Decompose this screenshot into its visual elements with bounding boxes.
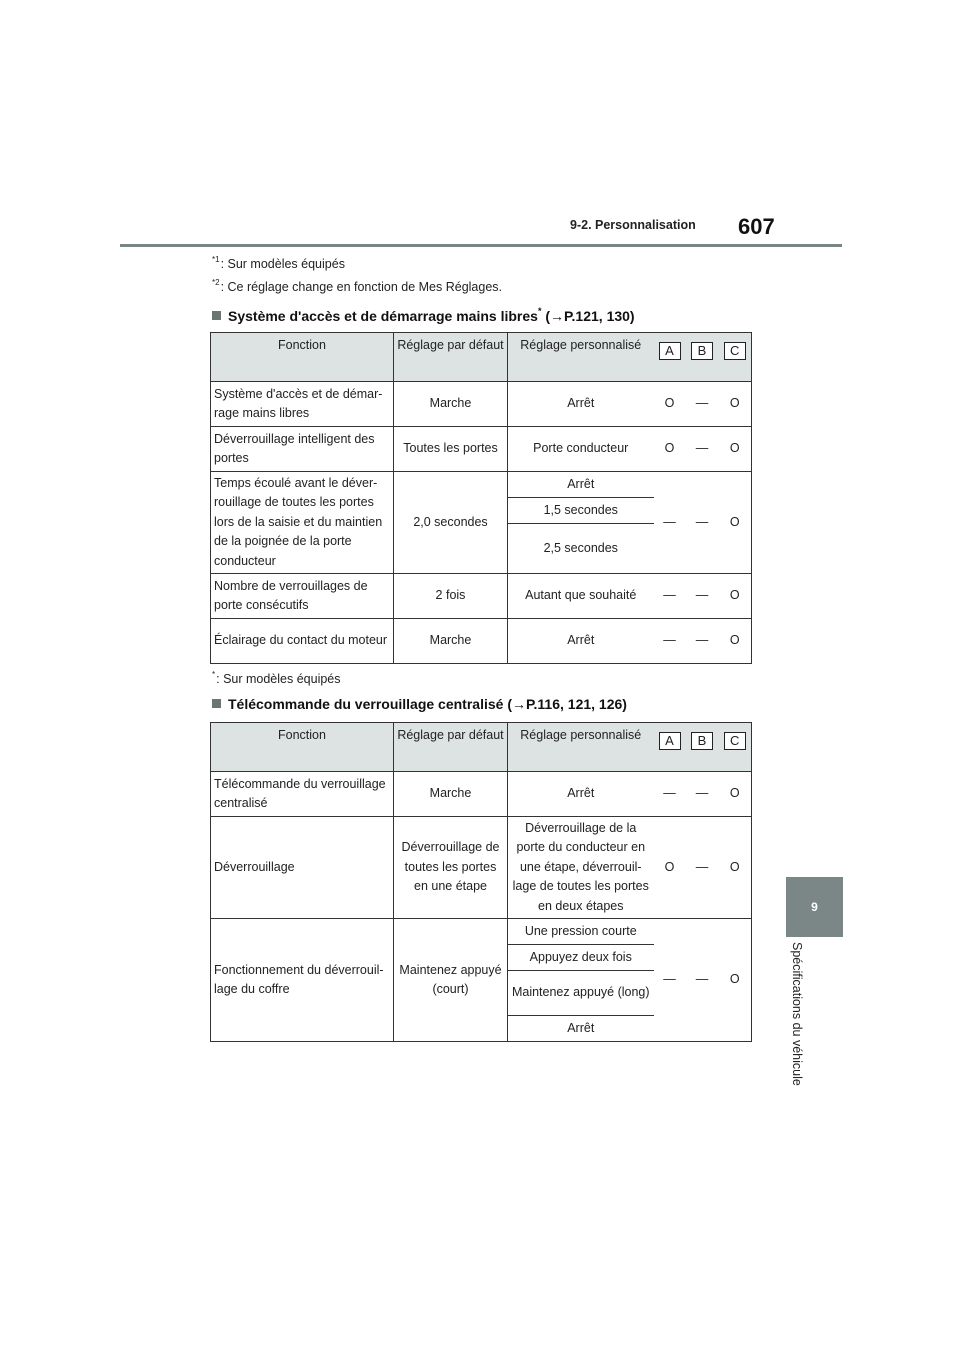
header-rule	[120, 244, 842, 247]
table-row: Éclairage du contact du moteur Marche Arrêt — — O	[211, 619, 752, 664]
remote-settings-table	[210, 722, 752, 1042]
col-custom: Réglage personnalisé	[508, 333, 654, 382]
section-heading-keyless: Système d'accès et de démarrage mains libres* (→P.121, 130)	[212, 306, 635, 324]
square-bullet-icon	[212, 699, 221, 708]
table-row: Déverrouillage Déverrouillage de toutes les portes en une étape Déverrouillage de la porte du conducteur en une étape, déverrouil-lage de toutes les portes en deux étapes O — O	[211, 817, 752, 919]
square-bullet-icon	[212, 311, 221, 320]
letter-b-icon: B	[691, 732, 713, 750]
letter-c-icon: C	[724, 342, 746, 360]
footnote-2: $^{*2}$: Ce réglage change en fonction de Mes Réglages.	[212, 278, 502, 294]
table-row: Temps écoulé avant le déver-rouillage de toutes les portes lors de la saisie et du maintien de la poignée de la porte conducteur 2,0 secondes Arrêt — — O	[211, 472, 752, 498]
col-custom: Réglage personnalisé	[508, 723, 654, 772]
table-subrow: Appuyez deux fois	[211, 945, 752, 971]
chapter-number: 9	[811, 900, 818, 914]
col-default: Réglage par défaut	[394, 333, 508, 382]
page-number: 607	[738, 214, 775, 239]
table-subrow: 2,5 secondes	[211, 524, 752, 574]
table-row: Fonctionnement du déverrouil-lage du coffre Maintenez appuyé (court) Une pression courte — — O	[211, 919, 752, 945]
table-row: Déverrouillage intelligent des portes Toutes les portes Porte conducteur O — O	[211, 427, 752, 472]
letter-a-icon: A	[659, 732, 681, 750]
table-row: Nombre de verrouillages de porte consécutifs 2 fois Autant que souhaité — — O	[211, 574, 752, 619]
chapter-title: Spécifications du véhicule	[790, 942, 804, 1086]
col-default: Réglage par défaut	[394, 723, 508, 772]
footnote-section1: *: Sur modèles équipés	[212, 670, 341, 686]
col-function: Fonction	[211, 723, 394, 772]
letter-c-icon: C	[724, 732, 746, 750]
table-row: Système d'accès et de démar-rage mains libres Marche Arrêt O — O	[211, 382, 752, 427]
footnote-1: $^{*1}$: Sur modèles équipés	[212, 255, 345, 271]
col-function: Fonction	[211, 333, 394, 382]
section-header: 9-2. Personnalisation	[570, 218, 696, 232]
table-header-row	[211, 333, 752, 382]
table-row: Télécommande du verrouillage centralisé Marche Arrêt — — O	[211, 772, 752, 817]
letter-a-icon: A	[659, 342, 681, 360]
section-heading-remote: Télécommande du verrouillage centralisé (→P.116, 121, 126)	[212, 696, 627, 712]
table-header-row	[211, 723, 752, 772]
table-subrow: 1,5 secondes	[211, 498, 752, 524]
keyless-settings-table	[210, 332, 752, 664]
table-subrow: Maintenez appuyé (long)	[211, 971, 752, 1016]
letter-b-icon: B	[691, 342, 713, 360]
table-subrow: Arrêt	[211, 1016, 752, 1042]
chapter-tab[interactable]	[786, 877, 843, 937]
